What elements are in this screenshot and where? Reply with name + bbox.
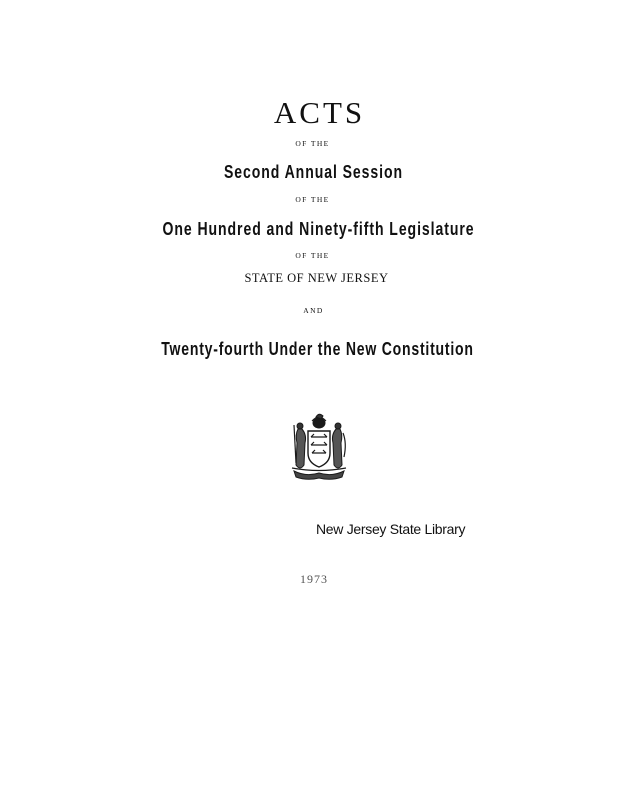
- publication-year: 1973: [300, 572, 328, 586]
- of-the-text: OF THE: [295, 195, 330, 204]
- state-name: STATE OF NEW JERSEY: [244, 271, 389, 285]
- constitution-heading: Twenty-fourth Under the New Constitution: [161, 339, 474, 359]
- legislature-heading: One Hundred and Ninety-fifth Legislature: [162, 219, 475, 239]
- new-jersey-state-seal-icon: [290, 413, 348, 481]
- of-the-text: OF THE: [295, 139, 330, 148]
- library-stamp: New Jersey State Library: [316, 521, 466, 537]
- document-title: ACTS: [273, 95, 366, 130]
- of-the-text: OF THE: [295, 251, 330, 260]
- session-heading: Second Annual Session: [223, 162, 404, 182]
- and-text: AND: [303, 306, 324, 315]
